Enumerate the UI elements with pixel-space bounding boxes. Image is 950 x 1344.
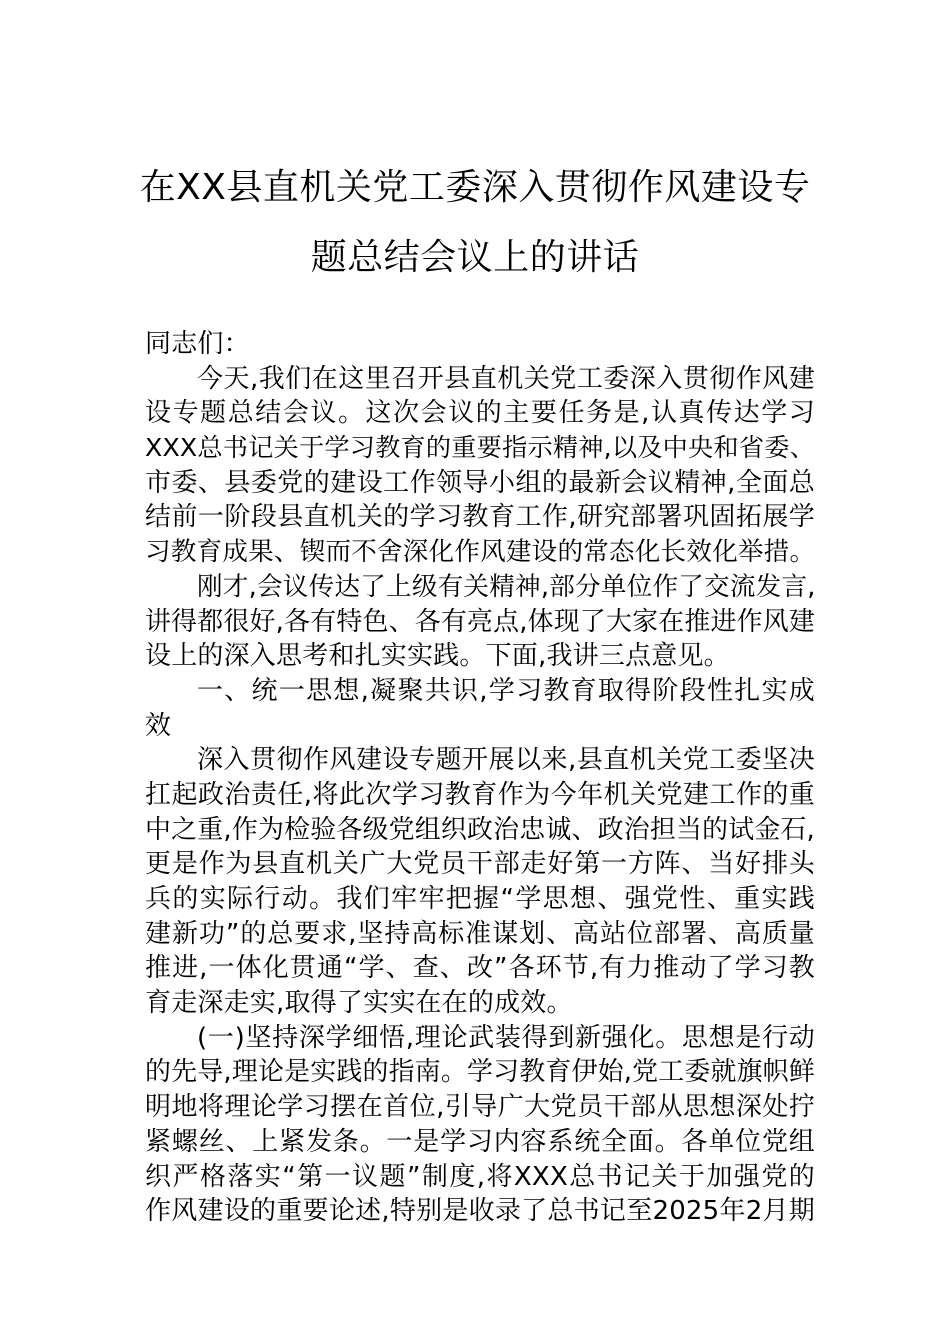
body-line: 设专题总结会议。这次会议的主要任务是,认真传达学习 <box>145 398 815 429</box>
body-line: 织严格落实“第一议题”制度,将XXX总书记关于加强党的 <box>145 1161 815 1192</box>
body-line: 中之重,作为检验各级党组织政治忠诚、政治担当的试金石, <box>145 814 815 845</box>
body-line: XXX总书记关于学习教育的重要指示精神,以及中央和省委、 <box>145 433 815 463</box>
title-line-1: 在XX县直机关党工委深入贯彻作风建设专 <box>139 167 811 208</box>
body-line: 习教育成果、锲而不舍深化作风建设的常态化长效化举措。 <box>145 537 816 568</box>
document-body <box>145 327 815 1229</box>
body-line: 作风建设的重要论述,特别是收录了总书记至2025年2月期 <box>145 1196 815 1227</box>
body-line: 刚才,会议传达了上级有关精神,部分单位作了交流发言, <box>197 571 816 602</box>
body-line: 明地将理论学习摆在首位,引导广大党员干部从思想深处拧 <box>145 1092 815 1123</box>
body-line: 一、统一思想,凝聚共识,学习教育取得阶段性扎实成 <box>197 675 815 706</box>
body-line: 效 <box>145 710 172 741</box>
document-title <box>120 153 830 293</box>
body-line: 扛起政治责任,将此次学习教育作为今年机关党建工作的重 <box>145 779 815 810</box>
body-line: 紧螺丝、上紧发条。一是学习内容系统全面。各单位党组 <box>145 1126 815 1157</box>
body-line: 育走深走实,取得了实实在在的成效。 <box>145 988 573 1019</box>
body-line: 设上的深入思考和扎实实践。下面,我讲三点意见。 <box>145 641 730 672</box>
body-line: 结前一阶段县直机关的学习教育工作,研究部署巩固拓展学 <box>145 502 815 533</box>
body-line: 市委、县委党的建设工作领导小组的最新会议精神,全面总 <box>145 467 815 498</box>
body-line: 建新功”的总要求,坚持高标准谋划、高站位部署、高质量 <box>145 918 815 949</box>
title-line-2: 题总结会议上的讲话 <box>310 237 640 278</box>
body-line: 兵的实际行动。我们牢牢把握“学思想、强党性、重实践 <box>145 884 815 914</box>
body-line: 推进,一体化贯通“学、查、改”各环节,有力推动了学习教 <box>145 953 815 984</box>
body-line: 讲得都很好,各有特色、各有亮点,体现了大家在推进作风建 <box>145 606 815 637</box>
body-line: 深入贯彻作风建设专题开展以来,县直机关党工委坚决 <box>197 745 815 776</box>
body-line: (一)坚持深学细悟,理论武装得到新强化。思想是行动 <box>197 1022 815 1053</box>
body-line: 更是作为县直机关广大党员干部走好第一方阵、当好排头 <box>145 849 815 880</box>
body-line: 的先导,理论是实践的指南。学习教育伊始,党工委就旗帜鲜 <box>145 1057 815 1088</box>
body-line: 今天,我们在这里召开县直机关党工委深入贯彻作风建 <box>197 363 815 394</box>
body-line: 同志们： <box>145 329 250 359</box>
